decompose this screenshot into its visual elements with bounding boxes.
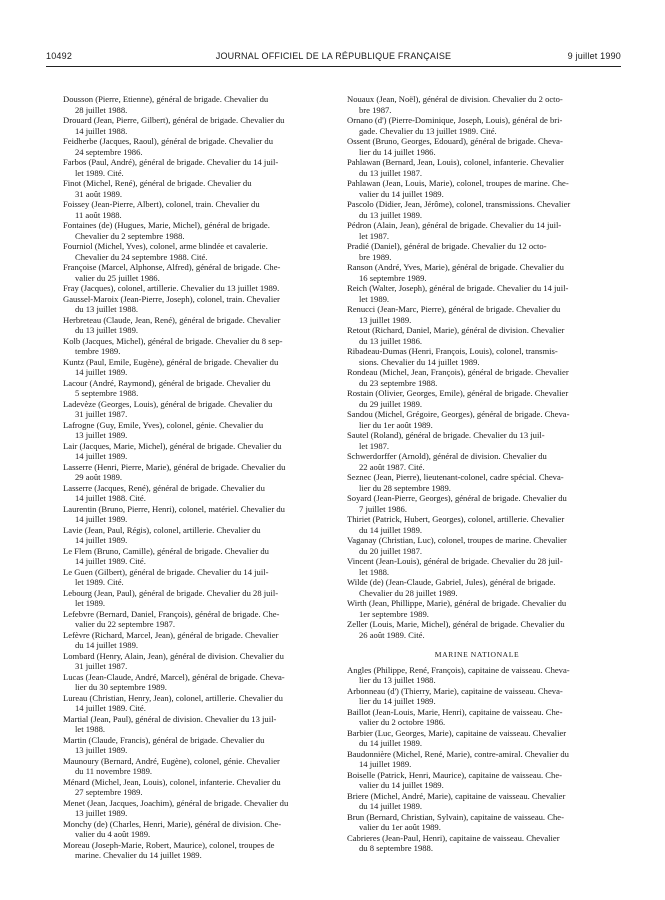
entry-line: 24 septembre 1986. xyxy=(75,146,143,157)
honor-entry xyxy=(63,178,323,199)
entry-line: Retout (Richard, Daniel, Marie), général de division. Chevalier xyxy=(347,325,565,335)
entry-line: du 13 juillet 1986. xyxy=(359,335,423,346)
entry-line: Lair (Jacques, Marie, Michel), général de brigade. Chevalier du xyxy=(63,440,282,451)
entry-line: Lombard (Henry, Alain, Jean), général de division. Chevalier du xyxy=(63,650,284,661)
entry-line: valier du 4 août 1989. xyxy=(75,829,151,839)
honor-entry xyxy=(63,630,323,651)
entry-line: Ossent (Bruno, Georges, Edouard), général de brigade. Cheva- xyxy=(347,136,563,146)
entry-line: Moreau (Joseph-Marie, Robert, Maurice), colonel, troupes de xyxy=(63,839,275,850)
honor-entry xyxy=(63,714,323,735)
entry-line: Lafrogne (Guy, Emile, Yves), colonel, génie. Chevalier du xyxy=(63,419,264,430)
entry-line: du 14 juillet 1989. xyxy=(359,801,423,811)
honor-entry xyxy=(63,157,323,178)
entry-line: 31 juillet 1987. xyxy=(75,661,128,671)
entry-line: Ornano (d') (Pierre-Dominique, Joseph, Louis), général de bri- xyxy=(347,115,563,125)
honor-entry xyxy=(347,346,607,367)
honor-entry xyxy=(63,546,323,567)
honor-entry xyxy=(347,220,607,241)
entry-line: Laurentin (Bruno, Pierre, Henri), colonel, matériel. Chevalier du xyxy=(63,503,285,514)
entry-line: Seznec (Jean, Pierre), lieutenant-colonel, cadre spécial. Cheva- xyxy=(347,472,564,482)
entry-line: valier du 14 juillet 1989. xyxy=(359,188,444,199)
entry-line: Schwerdorffer (Arnold), général de division. Chevalier du xyxy=(347,451,547,461)
entry-line: Ladevèze (Georges, Louis), général de brigade. Chevalier du xyxy=(63,398,273,409)
entry-line: Martin (Claude, Francis), général de brigade. Chevalier du xyxy=(63,734,265,745)
entry-line: Boiselle (Patrick, Henri, Maurice), capitaine de vaisseau. Che- xyxy=(347,769,563,780)
entry-line: Reich (Walter, Joseph), général de brigade. Chevalier du 14 juil- xyxy=(347,283,569,293)
honor-entry xyxy=(347,535,607,556)
entry-line: valier du 2 octobre 1986. xyxy=(359,717,446,727)
entry-line: lier du 13 juillet 1988. xyxy=(359,675,436,685)
entry-line: 13 juillet 1989. xyxy=(75,808,128,818)
honor-entry xyxy=(63,819,323,840)
entry-line: Maunoury (Bernard, André, Eugène), colonel, génie. Chevalier xyxy=(63,755,280,766)
entry-line: Brun (Bernard, Christian, Sylvain), capitaine de vaisseau. Che- xyxy=(347,811,564,822)
honor-entry xyxy=(347,409,607,430)
entry-line: du 14 juillet 1989. xyxy=(359,738,423,748)
entry-line: 13 juillet 1989. xyxy=(75,745,128,755)
entry-line: bre 1989. xyxy=(359,251,392,262)
honor-entry xyxy=(347,283,607,304)
entry-line: Farbos (Paul, André), général de brigade. Chevalier du 14 juil- xyxy=(63,157,279,167)
entry-line: Lasserre (Jacques, René), général de brigade. Chevalier du xyxy=(63,482,265,493)
honor-entry xyxy=(63,294,323,315)
entry-line: Herbreteau (Claude, Jean, René), général de brigade. Chevalier xyxy=(63,314,281,325)
entry-line: du 13 juillet 1988. xyxy=(75,304,139,314)
entry-line: 22 août 1987. Cité. xyxy=(359,461,425,472)
honor-entry xyxy=(347,199,607,220)
honor-entry xyxy=(63,651,323,672)
entry-line: 14 juillet 1988. xyxy=(75,125,128,136)
right-column xyxy=(347,94,607,854)
entry-line: Vincent (Jean-Louis), général de brigade. Chevalier du 28 juil- xyxy=(347,556,563,566)
entry-line: Baillot (Jean-Louis, Marie, Henri), capitaine de vaisseau. Che- xyxy=(347,706,563,717)
honor-entry xyxy=(63,94,323,115)
honor-entry xyxy=(347,325,607,346)
honor-entry xyxy=(347,749,607,770)
entry-line: 13 juillet 1989. xyxy=(359,314,412,325)
entry-line: Le Guen (Gilbert), général de brigade. Chevalier du 14 juil- xyxy=(63,566,269,577)
honor-entry xyxy=(347,791,607,812)
honor-entry xyxy=(347,728,607,749)
entry-line: let 1988. xyxy=(359,566,390,577)
honor-entry xyxy=(63,462,323,483)
honor-entry xyxy=(63,693,323,714)
honor-entry xyxy=(63,735,323,756)
page-header xyxy=(46,51,621,65)
entry-line: Cabrieres (Jean-Paul, Henri), capitaine de vaisseau. Chevalier xyxy=(347,832,560,843)
entry-line: du 13 juillet 1987. xyxy=(359,167,423,178)
entry-line: Pascolo (Didier, Jean, Jérôme), colonel, transmissions. Chevalier xyxy=(347,199,571,209)
entry-line: Thiriet (Patrick, Hubert, Georges), colonel, artillerie. Chevalier xyxy=(347,514,565,524)
entry-line: Fontaines (de) (Hugues, Marie, Michel), général de brigade. xyxy=(63,220,270,230)
entry-line: Finot (Michel, René), général de brigade. Chevalier du xyxy=(63,178,252,188)
entry-line: 27 septembre 1989. xyxy=(75,787,143,797)
entry-line: du 29 juillet 1989. xyxy=(359,398,423,409)
entry-line: sions. Chevalier du 14 juillet 1989. xyxy=(359,356,480,367)
honor-entry xyxy=(63,136,323,157)
entry-line: bre 1987. xyxy=(359,104,392,115)
honor-entry xyxy=(347,619,607,640)
entry-line: Kolb (Jacques, Michel), général de brigade. Chevalier du 8 sep- xyxy=(63,335,283,346)
entry-line: marine. Chevalier du 14 juillet 1989. xyxy=(75,850,202,860)
entry-line: let 1988. xyxy=(75,724,106,734)
entry-line: Dousson (Pierre, Etienne), général de brigade. Chevalier du xyxy=(63,94,269,104)
entry-line: Le Flem (Bruno, Camille), général de brigade. Chevalier du xyxy=(63,545,269,556)
entry-line: tembre 1989. xyxy=(75,346,121,356)
honor-entry xyxy=(347,430,607,451)
honor-entry xyxy=(347,451,607,472)
entry-line: du 8 septembre 1988. xyxy=(359,843,433,853)
entry-line: du 14 juillet 1989. xyxy=(75,640,139,650)
entry-line: Drouard (Jean, Pierre, Gilbert), général de brigade. Chevalier du xyxy=(63,115,285,125)
honor-entry xyxy=(347,556,607,577)
entry-line: Lasserre (Henri, Pierre, Marie), général de brigade. Chevalier du xyxy=(63,461,286,472)
honor-entry xyxy=(347,493,607,514)
entry-line: 16 septembre 1989. xyxy=(359,272,427,283)
honor-entry xyxy=(347,136,607,157)
honor-entry xyxy=(347,665,607,686)
honor-entry xyxy=(347,577,607,598)
entry-line: Chevalier du 2 septembre 1988. xyxy=(75,230,185,241)
honor-entry xyxy=(63,588,323,609)
entry-line: Chevalier du 24 septembre 1988. Cité. xyxy=(75,251,208,262)
entry-line: Rostain (Olivier, Georges, Emile), général de brigade. Chevalier xyxy=(347,388,569,398)
honor-entry xyxy=(63,315,323,336)
entry-line: Baudonnière (Michel, René, Marie), contre-amiral. Chevalier du xyxy=(347,748,569,759)
entry-line: Kuntz (Paul, Emile, Eugène), général de brigade. Chevalier du xyxy=(63,356,279,367)
page-number: 10492 xyxy=(46,51,73,61)
entry-line: let 1987. xyxy=(359,230,390,241)
entry-line: Soyard (Jean-Pierre, Georges), général de brigade. Chevalier du xyxy=(347,493,567,503)
section-title-marine: MARINE NATIONALE xyxy=(434,650,520,659)
right-column-entries xyxy=(347,94,607,640)
entry-line: lier du 1er août 1989. xyxy=(359,419,433,430)
entry-line: let 1989. xyxy=(359,293,390,304)
honor-entry xyxy=(63,798,323,819)
entry-line: lier du 14 juillet 1989. xyxy=(359,696,436,706)
honor-entry xyxy=(63,220,323,241)
entry-line: 14 juillet 1989. xyxy=(75,451,128,461)
entry-line: valier du 25 juillet 1986. xyxy=(75,272,160,283)
honor-entry xyxy=(347,812,607,833)
entry-line: Martial (Jean, Paul), général de division. Chevalier du 13 juil- xyxy=(63,713,277,724)
entry-line: 14 juillet 1989. xyxy=(75,367,128,377)
entry-line: 14 juillet 1989. Cité. xyxy=(75,703,146,713)
entry-line: Lureau (Christian, Henry, Jean), colonel, artillerie. Chevalier du xyxy=(63,692,283,703)
entry-line: 14 juillet 1989. Cité. xyxy=(75,556,146,566)
entry-line: 11 août 1988. xyxy=(75,209,122,220)
entry-line: Ribadeau-Dumas (Henri, François, Louis), colonel, transmis- xyxy=(347,346,558,356)
honor-entry xyxy=(63,840,323,861)
honor-entry xyxy=(347,686,607,707)
entry-line: Monchy (de) (Charles, Henri, Marie), général de division. Che- xyxy=(63,818,282,829)
entry-line: Ranson (André, Yves, Marie), général de brigade. Chevalier du xyxy=(347,262,564,272)
entry-line: 14 juillet 1989. xyxy=(75,535,128,545)
entry-line: du 11 novembre 1989. xyxy=(75,766,153,776)
entry-line: Sandou (Michel, Grégoire, Georges), général de brigade. Cheva- xyxy=(347,409,570,419)
entry-line: du 13 juillet 1989. xyxy=(75,325,139,335)
entry-line: Lacour (André, Raymond), général de brigade. Chevalier du xyxy=(63,377,271,388)
entry-line: 14 juillet 1988. Cité. xyxy=(75,493,146,503)
honor-entry xyxy=(63,262,323,283)
honor-entry xyxy=(63,399,323,420)
entry-line: du 23 septembre 1988. xyxy=(359,377,438,388)
entry-line: lier du 30 septembre 1989. xyxy=(75,682,167,692)
entry-line: Fourniol (Michel, Yves), colonel, arme blindée et cavalerie. xyxy=(63,241,268,251)
entry-line: valier du 14 juillet 1989. xyxy=(359,780,444,790)
entry-line: 1er septembre 1989. xyxy=(359,608,429,619)
entry-line: Briere (Michel, André, Marie), capitaine de vaisseau. Chevalier xyxy=(347,790,566,801)
entry-line: lier du 28 septembre 1989. xyxy=(359,482,451,493)
entry-line: Pédron (Alain, Jean), général de brigade. Chevalier du 14 juil- xyxy=(347,220,562,230)
entry-line: let 1987. xyxy=(359,440,390,451)
honor-entry xyxy=(347,94,607,115)
entry-line: 14 juillet 1989. xyxy=(75,514,128,524)
entry-line: Wirth (Jean, Phillippe, Marie), général de brigade. Chevalier du xyxy=(347,598,567,608)
entry-line: 7 juillet 1986. xyxy=(359,503,407,514)
honor-entry xyxy=(63,336,323,357)
entry-line: Foissey (Jean-Pierre, Albert), colonel, train. Chevalier du xyxy=(63,199,260,209)
entry-line: Chevalier du 28 juillet 1989. xyxy=(359,587,458,598)
entry-line: du 20 juillet 1987. xyxy=(359,545,423,556)
entry-line: du 14 juillet 1989. xyxy=(359,524,423,535)
honor-entry xyxy=(63,609,323,630)
marine-entries xyxy=(347,665,607,854)
entry-line: Fray (Jacques), colonel, artillerie. Chevalier du 13 juillet 1989. xyxy=(63,283,280,293)
honor-entry xyxy=(63,504,323,525)
entry-line: 14 juillet 1989. xyxy=(359,759,412,769)
issue-date: 9 juillet 1990 xyxy=(567,51,621,61)
honor-entry xyxy=(347,241,607,262)
entry-line: du 13 juillet 1989. xyxy=(359,209,423,220)
entry-line: Wilde (de) (Jean-Claude, Gabriel, Jules), général de brigade. xyxy=(347,577,556,587)
entry-line: 31 août 1989. xyxy=(75,188,123,199)
entry-line: 31 juillet 1987. xyxy=(75,409,128,419)
honor-entry xyxy=(347,598,607,619)
entry-line: Renucci (Jean-Marc, Pierre), général de brigade. Chevalier du xyxy=(347,304,561,314)
honor-entry xyxy=(347,115,607,136)
honor-entry xyxy=(347,770,607,791)
honor-entry xyxy=(347,304,607,325)
entry-line: Lefebvre (Bernard, Daniel, François), général de brigade. Che- xyxy=(63,608,280,619)
entry-line: Feidherbe (Jacques, Raoul), général de brigade. Chevalier du xyxy=(63,136,273,146)
honor-entry xyxy=(63,283,323,294)
honor-entry xyxy=(347,388,607,409)
entry-line: let 1989. Cité. xyxy=(75,167,124,178)
entry-line: Gaussel-Maroix (Jean-Pierre, Joseph), colonel, train. Chevalier xyxy=(63,293,280,304)
honor-entry xyxy=(63,567,323,588)
entry-line: valier du 22 septembre 1987. xyxy=(75,619,175,629)
honor-entry xyxy=(347,157,607,178)
honor-entry xyxy=(63,115,323,136)
honor-entry xyxy=(347,178,607,199)
entry-line: 29 août 1989. xyxy=(75,472,123,482)
honor-entry xyxy=(63,420,323,441)
honor-entry xyxy=(347,707,607,728)
entry-line: Françoise (Marcel, Alphonse, Alfred), général de brigade. Che- xyxy=(63,262,281,272)
header-rule xyxy=(46,66,621,67)
entry-line: Angles (Philippe, René, François), capitaine de vaisseau. Cheva- xyxy=(347,664,570,675)
honor-entry xyxy=(63,777,323,798)
entry-line: Pahlawan (Jean, Louis, Marie), colonel, troupes de marine. Che- xyxy=(347,178,569,188)
honor-entry xyxy=(63,241,323,262)
honor-entry xyxy=(63,441,323,462)
entry-line: Lebourg (Jean, Paul), général de brigade. Chevalier du 28 juil- xyxy=(63,587,279,598)
entry-line: Pradié (Daniel), général de brigade. Chevalier du 12 octo- xyxy=(347,241,547,251)
honor-entry xyxy=(63,756,323,777)
honor-entry xyxy=(347,833,607,854)
entry-line: gade. Chevalier du 13 juillet 1989. Cité. xyxy=(359,125,497,136)
entry-line: 5 septembre 1988. xyxy=(75,388,139,398)
entry-line: Nouaux (Jean, Noël), général de division. Chevalier du 2 octo- xyxy=(347,94,563,104)
entry-line: Menet (Jean, Jacques, Joachim), général de brigade. Chevalier du xyxy=(63,797,289,808)
honor-entry xyxy=(63,199,323,220)
entry-line: Lucas (Jean-Claude, André, Marcel), général de brigade. Cheva- xyxy=(63,671,285,682)
honor-entry xyxy=(63,357,323,378)
honor-entry xyxy=(63,483,323,504)
entry-line: 13 juillet 1989. xyxy=(75,430,128,440)
honor-entry xyxy=(63,525,323,546)
entry-line: Lefèvre (Richard, Marcel, Jean), général de brigade. Chevalier xyxy=(63,629,279,640)
honor-entry xyxy=(347,472,607,493)
journal-title: JOURNAL OFFICIEL DE LA RÉPUBLIQUE FRANÇAISE xyxy=(215,51,452,61)
entry-line: Vaganay (Christian, Luc), colonel, troupes de marine. Chevalier xyxy=(347,535,567,545)
entry-line: Barbier (Luc, Georges, Marie), capitaine de vaisseau. Chevalier xyxy=(347,727,567,738)
honor-entry xyxy=(347,514,607,535)
entry-line: 26 août 1989. Cité. xyxy=(359,629,425,640)
honor-entry xyxy=(63,378,323,399)
honor-entry xyxy=(63,672,323,693)
entry-line: Arbonneau (d') (Thierry, Marie), capitaine de vaisseau. Cheva- xyxy=(347,685,563,696)
entry-line: valier du 1er août 1989. xyxy=(359,822,441,832)
entry-line: 28 juillet 1988. xyxy=(75,104,128,115)
entry-line: Lavie (Jean, Paul, Régis), colonel, artillerie. Chevalier du xyxy=(63,524,261,535)
honor-entry xyxy=(347,262,607,283)
entry-line: Zeller (Louis, Marie, Michel), général de brigade. Chevalier du xyxy=(347,619,565,629)
entry-line: let 1989. xyxy=(75,598,106,608)
entry-line: Sautel (Roland), général de brigade. Chevalier du 13 juil- xyxy=(347,430,545,440)
entry-line: lier du 14 juillet 1986. xyxy=(359,146,436,157)
left-column xyxy=(63,94,323,861)
entry-line: Rondeau (Michel, Jean, François), général de brigade. Chevalier xyxy=(347,367,569,377)
entry-line: let 1989. Cité. xyxy=(75,577,124,587)
honor-entry xyxy=(347,367,607,388)
entry-line: Pahlawan (Bernard, Jean, Louis), colonel, infanterie. Chevalier xyxy=(347,157,564,167)
entry-line: Ménard (Michel, Jean, Louis), colonel, infanterie. Chevalier du xyxy=(63,776,281,787)
